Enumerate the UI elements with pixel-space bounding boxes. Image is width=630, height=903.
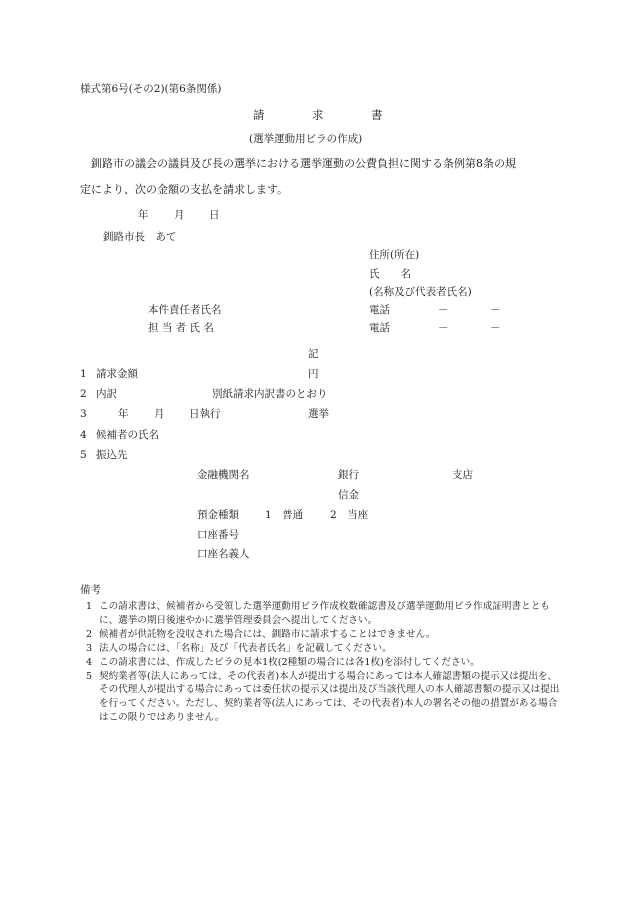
election-year: 年 [118, 408, 129, 420]
form-number: 様式第6号(その2)(第6条関係) [80, 83, 222, 95]
note-number: 4 [86, 656, 93, 668]
note-text: 法人の場合には、「名称」及び「代表者氏名」を記載してください。 [99, 642, 392, 654]
note-text: この請求書には、作成したビラの見本1枚(2種類の場合には各1枚)を添付してください。 [99, 656, 480, 668]
title-char-1: 請 [253, 108, 265, 122]
intro-line-1: 釧路市の議会の議員及び長の選挙における選挙運動の公費負担に関する条例第8条の規 [91, 157, 516, 170]
breakdown-detail: 別紙請求内訳書のとおり [212, 388, 328, 400]
item-number-1: 1 [80, 368, 87, 380]
date-year: 年 [138, 209, 149, 221]
yen-unit: 円 [308, 368, 319, 380]
item-number-3: 3 [80, 408, 87, 420]
phone-dash-2a: － [438, 322, 449, 334]
item-number-4: 4 [80, 429, 87, 441]
note-number: 5 [86, 670, 93, 682]
election-month: 月 [154, 408, 165, 420]
account-number-label: 口座番号 [197, 529, 239, 541]
item-number-2: 2 [80, 388, 87, 400]
financial-institution-label: 金融機関名 [197, 469, 250, 481]
title-char-3: 書 [371, 108, 383, 122]
shinkin-suffix: 信金 [338, 489, 359, 501]
breakdown-label: 内訳 [96, 388, 117, 400]
deposit-type-label: 預金種類 [197, 509, 239, 521]
note-number: 3 [86, 642, 93, 654]
note-item-2 [80, 628, 560, 642]
note-number: 1 [86, 601, 93, 612]
election-label: 選挙 [308, 408, 329, 420]
note-item-3 [80, 642, 560, 656]
note-item-5 [80, 670, 560, 726]
bank-suffix: 銀行 [338, 469, 359, 481]
responsible-person-label: 本件責任者氏名 [148, 304, 222, 316]
note-text: 契約業者等(法人にあっては、その代表者)本人が提出する場合にあっては本人確認書類の提示又は提出を、その代理人が提出する場合にあっては委任状の提示又は提出及び当該代理人の本人確認書類の提示又は提出を行ってください。ただし、契約業者等(法人にあっては、その代表者)本人の署名その他の措置がある場合はこの限りではありません。 [99, 670, 560, 724]
branch-suffix: 支店 [452, 469, 473, 481]
note-text: 候補者が供託物を没収された場合には、釧路市に請求することはできません。 [99, 628, 436, 640]
note-item-1 [80, 600, 560, 628]
notes-heading: 備考 [80, 584, 101, 596]
note-item-4 [80, 656, 560, 670]
date-day: 日 [209, 209, 220, 221]
date-month: 月 [174, 209, 185, 221]
candidate-name-label: 候補者の氏名 [96, 429, 159, 441]
phone-label-1: 電話 [369, 304, 390, 316]
ki-heading: 記 [308, 348, 319, 360]
staff-name-label: 担 当 者 氏 名 [148, 322, 214, 334]
phone-label-2: 電話 [369, 322, 390, 334]
deposit-option-current: 2 当座 [330, 509, 369, 521]
item-number-5: 5 [80, 449, 87, 461]
addressee: 釧路市長 あて [103, 231, 177, 243]
subtitle: (選挙運動用ビラの作成) [249, 133, 363, 145]
phone-dash-1b: － [490, 304, 501, 316]
address-label: 住所(所在) [369, 249, 420, 261]
phone-dash-1a: － [438, 304, 449, 316]
title-char-2: 求 [312, 108, 324, 122]
name-label: 氏 名 [369, 268, 411, 280]
transfer-destination-label: 振込先 [96, 449, 128, 461]
account-holder-label: 口座名義人 [197, 548, 250, 560]
note-text: この請求書は、候補者から受領した選挙運動用ビラ作成枚数確認書及び選挙運動用ビラ作成証明書とともに、選挙の期日後速やかに選挙管理委員会へ提出してください。 [99, 601, 550, 626]
org-name-label: (名称及び代表者氏名) [369, 286, 472, 298]
note-number: 2 [86, 628, 93, 640]
billing-amount-label: 請求金額 [96, 368, 138, 380]
notes-list [80, 600, 560, 725]
phone-dash-2b: － [490, 322, 501, 334]
election-day: 日執行 [189, 408, 221, 420]
intro-line-2: 定により、次の金額の支払を請求します。 [80, 183, 289, 196]
deposit-option-ordinary: 1 普通 [265, 509, 304, 521]
